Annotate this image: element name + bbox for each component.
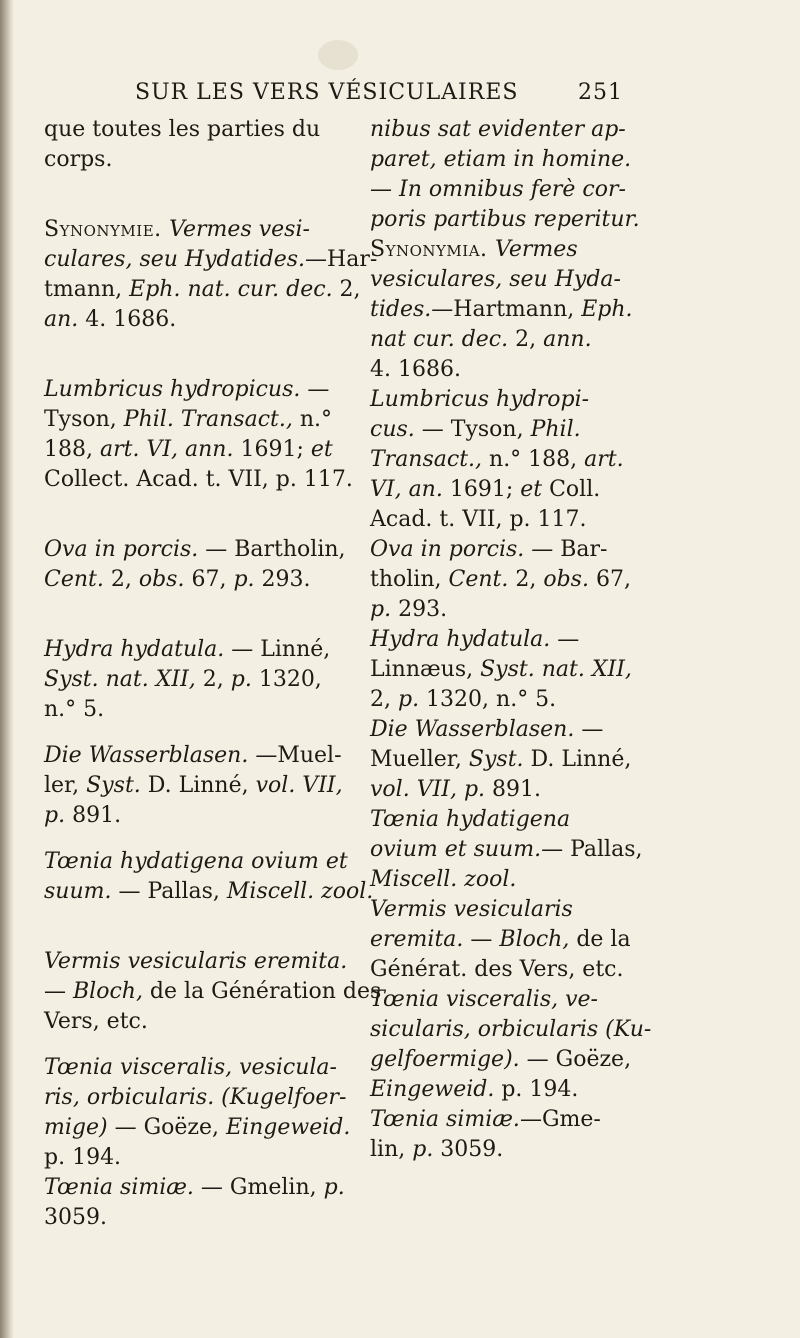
text-run: Tyson, [44,407,124,432]
text-run: Lumbricus hydropicus. [44,377,301,402]
text-run: Hydra hydatula. [370,627,551,652]
text-line [44,1173,345,1203]
text-run: — [550,627,580,652]
text-line [44,771,343,801]
text-run: Linnæus, [370,657,481,682]
text-run: nat cur. dec. [370,327,509,352]
text-run: 67, [184,567,234,592]
text-run: p. [44,803,66,828]
text-run: corps. [44,147,113,172]
text-line [370,505,660,535]
text-run: Vers, etc. [44,1009,148,1034]
paragraph-gap [44,175,336,215]
text-line [370,535,660,565]
text-line [44,635,336,665]
text-run: p. [370,597,392,622]
text-run: Générat. des Vers, etc. [370,957,624,982]
text-line [370,325,660,355]
text-line [44,535,346,565]
text-run: 293. [254,567,311,592]
text-line [370,775,660,805]
text-line [44,695,336,725]
text-line [370,355,660,385]
text-run: Coll. [542,477,601,502]
paragraph-gap [44,831,336,847]
text-run: 891. [485,777,542,802]
text-run: nibus sat evidenter ap- [370,117,626,142]
text-run: Tœnia simiæ. [44,1175,194,1200]
text-run: lin, [370,1137,413,1162]
text-line [370,985,660,1015]
text-run: tholin, [370,567,449,592]
text-line [370,1045,660,1075]
text-run: p. [233,567,255,592]
text-run: 293. [391,597,448,622]
text-line [370,565,660,595]
text-run [457,777,464,802]
text-run: — Goëze, [107,1115,227,1140]
text-run: 1691; [233,437,311,462]
text-run: Bloch, [73,979,143,1004]
text-line [44,801,336,831]
text-run: ris, orbicularis. (Kugelfoer- [44,1085,347,1110]
text-run: Bloch, [499,927,570,952]
text-run: art. VI, ann. [99,437,234,462]
text-run: Tœnia hydatigena [370,807,571,832]
text-run: — Gmelin, [193,1175,324,1200]
text-run: p. [397,687,420,712]
text-run: 188, [44,437,100,462]
text-run: Die Wasserblasen. [370,717,575,742]
text-run: 891. [65,803,122,828]
text-run: Lumbricus hydropi- [370,387,590,412]
text-run: Synonymia. [370,237,496,262]
text-line [44,1083,347,1113]
text-run: suum. [44,879,112,904]
text-run: VI, an. [370,477,443,502]
text-line [370,685,660,715]
paragraph-gap [44,595,336,635]
text-line [44,1203,336,1233]
text-line [370,475,660,505]
text-run: — [463,927,500,952]
text-run: Syst. [86,773,141,798]
text-run: n.° 188, [482,447,585,472]
text-run: Miscell. zool. [370,867,517,892]
text-run: Syst. [468,747,524,772]
text-run: an. [44,307,79,332]
text-run: — [300,377,330,402]
text-line [44,977,382,1007]
text-run: D. Linné, [523,747,632,772]
text-run: Eingeweid. [370,1077,495,1102]
text-run: Ova in porcis. [44,537,199,562]
text-line [44,435,336,465]
text-run: obs. [543,567,589,592]
text-run: In omnibus ferè cor- [399,177,626,202]
text-run: — Goëze, [519,1047,632,1072]
text-line [44,245,378,275]
text-line [370,175,660,205]
text-run: — Tyson, [414,417,531,442]
text-run: Tœnia simiæ. [370,1107,520,1132]
text-run: Cent. [448,567,509,592]
text-line [370,265,660,295]
text-line [44,1053,336,1083]
text-run: tides. [370,297,432,322]
text-run: p. 194. [44,1145,122,1170]
text-line [44,145,336,175]
text-run: Ova in porcis. [370,537,525,562]
text-run: Acad. t. VII, p. 117. [370,507,587,532]
text-run: 2, [195,667,231,692]
text-line [370,115,660,145]
text-run: 2, [508,327,544,352]
text-run: 4. 1686. [78,307,177,332]
text-run: — Bartholin, [198,537,346,562]
text-run: ler, [44,773,87,798]
paragraph-gap [44,335,336,375]
text-run: — [44,979,73,1004]
text-run: Synonymie. [44,217,170,242]
paragraph-gap [44,907,336,947]
text-run: cus. [370,417,415,442]
text-run: gelfoermige). [370,1047,520,1072]
text-run: Collect. Acad. t. VII, p. 117. [44,467,353,492]
text-run: —Muel- [248,743,342,768]
text-line [370,715,660,745]
text-run: 2, [332,277,361,302]
text-line [370,415,660,445]
text-run: sicularis, orbicularis (Ku- [370,1017,652,1042]
text-run: 1320, n.° 5. [419,687,557,712]
text-line [44,877,374,907]
text-line [370,595,660,625]
text-line [370,865,660,895]
text-run: vol. VII, [370,777,457,802]
text-run: p. 194. [494,1077,579,1102]
text-run: Tœnia hydatigena ovium et [44,849,348,874]
text-run: poris partibus reperitur. [370,207,640,232]
text-run: p. [323,1175,345,1200]
text-run: 3059. [433,1137,504,1162]
left-column [44,115,382,1233]
text-line [44,1007,336,1037]
text-line [44,665,336,695]
text-run: Vermes vesi- [169,217,310,242]
text-line [370,1135,660,1165]
text-run: 1691; [442,477,521,502]
text-line [370,925,660,955]
text-line [370,235,660,265]
text-run: obs. [138,567,185,592]
text-run: 3059. [44,1205,107,1230]
text-run: Cent. [44,567,104,592]
text-run: paret, etiam in homine. [370,147,632,172]
text-line [44,847,348,877]
text-run: Syst. nat. XII, [480,657,632,682]
text-line [44,405,336,435]
running-title: SUR LES VERS VÉSICULAIRES [135,80,519,105]
text-run: et [520,477,543,502]
text-run: Vermis vesicularis eremita. [44,949,348,974]
text-line [44,741,342,771]
paragraph-gap [44,1037,336,1053]
text-run: Eph. nat. cur. dec. [129,277,333,302]
text-line [370,895,660,925]
text-run: culares, seu Hydatides. [44,247,306,272]
text-run: mige) [44,1115,108,1140]
text-line [370,745,660,775]
page-number: 251 [578,80,623,105]
text-run: p. [463,777,486,802]
text-run: —Hartmann, [431,297,582,322]
text-run: p. [230,667,252,692]
text-run: Vermis vesicularis [370,897,573,922]
text-line [370,385,660,415]
text-run: — Pallas, [111,879,227,904]
text-line [44,305,336,335]
text-line [370,295,660,325]
text-run: Eingeweid. [226,1115,351,1140]
text-run: Vermes [495,237,578,262]
text-run: 1320, [251,667,322,692]
text-run: eremita. [370,927,464,952]
text-run: Tœnia visceralis, ve- [370,987,598,1012]
right-column [370,115,660,1165]
text-run: 2, [370,687,398,712]
text-line [370,145,660,175]
text-run: Hydra hydatula. [44,637,225,662]
text-run: 4. 1686. [370,357,461,382]
text-run: D. Linné, [140,773,256,798]
text-run: art. [584,447,624,472]
text-line [370,655,660,685]
text-run: tmann, [44,277,130,302]
text-run: et [310,437,333,462]
text-run: Syst. nat. XII, [44,667,196,692]
text-line [370,1075,660,1105]
text-line [370,445,660,475]
text-line [44,1143,336,1173]
text-run: — Pallas, [541,837,643,862]
text-run: Phil. [530,417,581,442]
text-run: Transact., [370,447,483,472]
text-line [44,1113,351,1143]
text-line [44,275,361,305]
text-line [370,1015,660,1045]
text-run: vol. VII, [255,773,343,798]
text-run: Tœnia visceralis, vesicula- [44,1055,337,1080]
text-run: 2, [103,567,139,592]
text-run: —Gme- [519,1107,601,1132]
text-line [44,565,336,595]
text-line [370,205,660,235]
text-run: ovium et suum. [370,837,542,862]
book-gutter-shadow [0,0,14,1338]
text-run: Miscell. zool. [226,879,374,904]
text-run: 67, [588,567,631,592]
text-line [44,375,336,405]
text-run: — [574,717,604,742]
text-line [44,215,336,245]
text-run: Mueller, [370,747,469,772]
text-run: de la Génération des [142,979,382,1004]
paragraph-gap [44,495,336,535]
text-run: 2, [508,567,544,592]
text-line [370,1105,660,1135]
text-run: ann. [543,327,592,352]
text-run: — [370,177,399,202]
text-run: n.° 5. [44,697,105,722]
text-run: que toutes les parties du [44,117,321,142]
text-line [44,115,336,145]
text-run: Eph. [581,297,633,322]
text-run: — Linné, [224,637,331,662]
text-line [44,465,353,495]
text-run: de la [569,927,631,952]
text-run: — Bar- [524,537,608,562]
text-line [370,625,660,655]
text-run: n.° [292,407,333,432]
text-run: —Har- [305,247,378,272]
text-run: Phil. Transact., [123,407,293,432]
text-line [370,835,660,865]
paragraph-gap [44,725,336,741]
paper-stain [318,40,358,70]
text-line [370,805,660,835]
text-line [44,947,348,977]
text-run: vesiculares, seu Hyda- [370,267,621,292]
text-run: Die Wasserblasen. [44,743,249,768]
text-line [370,955,660,985]
text-run: p. [412,1137,434,1162]
